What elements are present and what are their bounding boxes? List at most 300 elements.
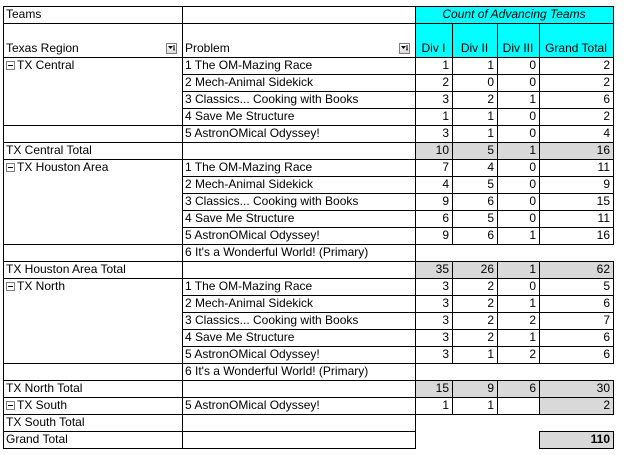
- grid-line: [613, 91, 614, 109]
- grid-line: [182, 108, 416, 109]
- grid-line: [539, 23, 540, 58]
- cell-d3: 0: [529, 58, 536, 72]
- cell-d3: [497, 363, 539, 380]
- cell-d3: 1: [529, 296, 536, 310]
- grid-line: [182, 244, 416, 245]
- row-problem-label: 2 Mech-Animal Sidekick: [185, 75, 314, 89]
- grid-line: [613, 227, 614, 245]
- cell-d1: [415, 431, 452, 448]
- cell-d2: [452, 431, 497, 448]
- grid-line: [539, 142, 540, 160]
- cell-gt: 62: [596, 262, 610, 276]
- grid-line: [452, 227, 453, 245]
- cell-d2: 1: [487, 347, 494, 361]
- row-problem-label: 3 Classics... Cooking with Books: [185, 313, 359, 327]
- grid-line: [182, 193, 416, 194]
- grid-line: [182, 414, 416, 415]
- grid-line: [539, 57, 540, 75]
- grid-line: [415, 74, 614, 75]
- cell-d3: [497, 244, 539, 261]
- cell-d1: 3: [442, 126, 449, 140]
- grid-line: [613, 74, 614, 92]
- grid-line: [3, 23, 416, 24]
- grid-line: [452, 159, 453, 177]
- grid-line: [539, 380, 540, 398]
- grid-line: [497, 91, 498, 109]
- cell-gt: 9: [603, 177, 610, 191]
- grid-line: [415, 244, 614, 245]
- cell-d2: 2: [487, 313, 494, 327]
- grid-line: [415, 414, 614, 415]
- cell-gt: [539, 414, 613, 431]
- grid-line: [415, 363, 614, 364]
- grid-line: [539, 91, 540, 109]
- row-total-label: TX Central Total: [6, 143, 92, 157]
- cell-d1: [415, 414, 452, 431]
- row-problem-label: 5 AstronOMical Odyssey!: [185, 347, 320, 361]
- grid-line: [415, 210, 614, 211]
- grid-line: [497, 312, 498, 330]
- grid-line: [452, 397, 453, 415]
- cell-d2: 1: [487, 398, 494, 412]
- grid-line: [415, 397, 614, 398]
- grid-line: [497, 193, 498, 211]
- grid-line: [539, 159, 540, 177]
- grid-line: [3, 159, 183, 160]
- cell-gt: 5: [603, 279, 610, 293]
- grid-line: [452, 23, 453, 58]
- column-header-0[interactable]: Div I: [421, 41, 446, 55]
- grid-line: [539, 193, 540, 211]
- row-problem-label: 5 AstronOMical Odyssey!: [185, 228, 320, 242]
- grid-line: [415, 295, 614, 296]
- grid-line: [613, 210, 614, 228]
- row-problem-label: 2 Mech-Animal Sidekick: [185, 177, 314, 191]
- grid-line: [415, 312, 416, 330]
- grid-line: [539, 210, 540, 228]
- grid-line: [452, 125, 453, 143]
- data-caption: Count of Advancing Teams: [442, 7, 586, 21]
- region-filter-button[interactable]: [166, 43, 177, 54]
- grid-line: [415, 346, 416, 364]
- cell-d1: 10: [435, 143, 449, 157]
- cell-gt: 16: [596, 143, 610, 157]
- cell-d1: 1: [442, 109, 449, 123]
- row-region-label[interactable]: [3, 57, 182, 74]
- grid-line: [539, 346, 540, 364]
- column-header-2[interactable]: Div III: [502, 41, 534, 55]
- grid-line: [3, 125, 183, 126]
- grid-line: [539, 125, 540, 143]
- grid-line: [182, 363, 416, 364]
- grid-line: [415, 142, 416, 160]
- grid-line: [415, 295, 416, 313]
- cell-d2: 5: [487, 211, 494, 225]
- cell-gt: 110: [590, 432, 610, 446]
- row-problem-label: 6 It's a Wonderful World! (Primary): [185, 245, 369, 259]
- grid-line: [452, 346, 453, 364]
- grid-line: [613, 312, 614, 330]
- cell-d1: 1: [442, 398, 449, 412]
- cell-d1: 3: [442, 330, 449, 344]
- grid-line: [613, 431, 614, 449]
- grid-line: [182, 312, 416, 313]
- cell-gt: 15: [596, 194, 610, 208]
- cell-d1: 2: [442, 75, 449, 89]
- grid-line: [415, 57, 416, 75]
- row-problem-label: 2 Mech-Animal Sidekick: [185, 296, 314, 310]
- grid-line: [539, 176, 540, 194]
- grid-line: [452, 74, 453, 92]
- grid-line: [613, 176, 614, 194]
- grid-line: [497, 278, 498, 296]
- grid-line: [539, 312, 540, 330]
- cell-d1: 1: [442, 58, 449, 72]
- grid-line: [497, 397, 498, 415]
- grid-line: [3, 363, 183, 364]
- row-header-region: Texas Region: [6, 41, 79, 55]
- grid-line: [497, 159, 498, 177]
- cell-gt: [539, 363, 613, 380]
- problem-filter-button[interactable]: [399, 43, 410, 54]
- grid-line: [613, 193, 614, 211]
- cell-gt: 2: [603, 75, 610, 89]
- cell-d3: [497, 414, 539, 431]
- grid-line: [539, 261, 540, 279]
- cell-gt: 6: [603, 347, 610, 361]
- grid-line: [613, 346, 614, 364]
- grid-line: [613, 142, 614, 160]
- filter-label: Teams: [6, 7, 42, 21]
- grid-line: [415, 278, 416, 296]
- grid-line: [415, 91, 416, 109]
- cell-d1: 7: [442, 160, 449, 174]
- cell-d3: 0: [529, 109, 536, 123]
- grid-line: [613, 57, 614, 75]
- grid-line: [182, 278, 416, 279]
- grid-line: [539, 329, 540, 347]
- cell-gt: 11: [597, 160, 610, 174]
- row-total-label: TX North Total: [6, 381, 83, 395]
- row-problem-label: 4 Save Me Structure: [185, 211, 295, 225]
- cell-d1: 3: [442, 296, 449, 310]
- cell-d2: 4: [487, 160, 494, 174]
- grid-line: [3, 244, 183, 245]
- cell-d1: [415, 363, 452, 380]
- cell-gt: 7: [603, 313, 610, 327]
- row-problem-label: 5 AstronOMical Odyssey!: [185, 126, 320, 140]
- cell-gt: 16: [596, 228, 610, 242]
- cell-gt: 30: [596, 381, 610, 395]
- grid-line: [415, 125, 416, 143]
- region-name: TX South: [17, 398, 68, 412]
- grid-line: [182, 176, 416, 177]
- grid-line: [497, 74, 498, 92]
- grid-line: [182, 74, 416, 75]
- grid-line: [497, 142, 498, 160]
- cell-d2: 1: [487, 58, 494, 72]
- cell-d3: 0: [529, 177, 536, 191]
- grid-line: [452, 57, 453, 75]
- cell-d2: 26: [480, 262, 494, 276]
- grid-line: [452, 295, 453, 313]
- cell-d2: 5: [487, 177, 494, 191]
- grid-line: [182, 261, 416, 262]
- grid-line: [3, 261, 183, 262]
- cell-d2: 2: [487, 279, 494, 293]
- cell-d2: [452, 414, 497, 431]
- row-problem-label: 5 AstronOMical Odyssey!: [185, 398, 320, 412]
- grid-line: [415, 23, 614, 24]
- cell-d1: 9: [442, 228, 449, 242]
- cell-gt: 2: [603, 398, 610, 412]
- grid-line: [415, 193, 614, 194]
- grid-line: [415, 227, 614, 228]
- grid-line: [3, 397, 183, 398]
- grid-line: [613, 397, 614, 415]
- grid-line: [3, 142, 183, 143]
- grid-line: [497, 23, 498, 58]
- cell-gt: 11: [597, 211, 610, 225]
- grid-line: [182, 142, 416, 143]
- grid-line: [3, 380, 183, 381]
- grid-line: [539, 448, 614, 449]
- grid-line: [539, 74, 540, 92]
- cell-d3: 1: [529, 228, 536, 242]
- collapse-minus-icon[interactable]: [6, 61, 15, 70]
- grid-line: [539, 397, 540, 415]
- grid-line: [452, 261, 453, 279]
- grid-line: [497, 125, 498, 143]
- grid-line: [452, 380, 453, 398]
- grid-line: [415, 329, 614, 330]
- row-problem-label: 3 Classics... Cooking with Books: [185, 194, 359, 208]
- cell-d1: 3: [442, 313, 449, 327]
- grid-line: [452, 312, 453, 330]
- grid-line: [3, 431, 183, 432]
- grid-line: [415, 176, 614, 177]
- grid-line: [497, 329, 498, 347]
- grid-line: [415, 380, 416, 398]
- grid-line: [415, 91, 614, 92]
- row-problem-label: 4 Save Me Structure: [185, 330, 295, 344]
- grid-line: [182, 448, 416, 449]
- grid-line: [415, 142, 614, 143]
- cell-d1: 35: [435, 262, 449, 276]
- cell-d2: 0: [487, 75, 494, 89]
- region-name: TX North: [17, 279, 66, 293]
- cell-gt: [539, 244, 613, 261]
- row-problem-label: 3 Classics... Cooking with Books: [185, 92, 359, 106]
- cell-d1: 3: [442, 92, 449, 106]
- cell-gt: 2: [603, 58, 610, 72]
- cell-d1: [415, 244, 452, 261]
- grid-line: [497, 176, 498, 194]
- grid-line: [452, 210, 453, 228]
- cell-d3: 0: [529, 211, 536, 225]
- grid-line: [613, 6, 614, 58]
- cell-d3: 0: [529, 279, 536, 293]
- grid-line: [452, 193, 453, 211]
- grid-line: [415, 227, 416, 245]
- cell-d1: 3: [442, 279, 449, 293]
- cell-d1: 15: [435, 381, 449, 395]
- collapse-minus-icon[interactable]: [6, 282, 15, 291]
- cell-d3: 0: [529, 160, 536, 174]
- grid-line: [497, 57, 498, 75]
- grid-line: [182, 431, 416, 432]
- grid-line: [3, 6, 4, 449]
- collapse-minus-icon[interactable]: [6, 401, 15, 410]
- region-name: TX Houston Area: [17, 160, 109, 174]
- grid-line: [415, 159, 416, 177]
- grid-line: [497, 346, 498, 364]
- grid-line: [613, 108, 614, 126]
- grid-line: [3, 448, 183, 449]
- grid-line: [415, 329, 416, 347]
- cell-gt: 6: [603, 296, 610, 310]
- cell-d1: 9: [442, 194, 449, 208]
- grid-line: [452, 91, 453, 109]
- grid-line: [497, 227, 498, 245]
- grid-line: [613, 159, 614, 177]
- cell-d2: [452, 363, 497, 380]
- grid-line: [182, 159, 416, 160]
- cell-d3: 0: [529, 75, 536, 89]
- grid-line: [415, 278, 614, 279]
- grid-line: [613, 329, 614, 347]
- cell-d1: 3: [442, 347, 449, 361]
- cell-gt: 6: [603, 92, 610, 106]
- cell-d3: 0: [529, 126, 536, 140]
- cell-d2: 6: [487, 194, 494, 208]
- grid-line: [497, 210, 498, 228]
- cell-d2: 2: [487, 330, 494, 344]
- grid-line: [415, 312, 614, 313]
- grid-line: [3, 414, 183, 415]
- grid-line: [415, 108, 416, 126]
- grid-line: [452, 142, 453, 160]
- grid-line: [613, 380, 614, 398]
- cell-d3: 2: [529, 347, 536, 361]
- grid-line: [415, 397, 416, 415]
- cell-d2: [452, 244, 497, 261]
- grid-line: [182, 295, 416, 296]
- grid-line: [182, 380, 416, 381]
- collapse-minus-icon[interactable]: [6, 163, 15, 172]
- grid-line: [3, 278, 183, 279]
- cell-d3: [497, 431, 539, 448]
- cell-d2: 2: [487, 296, 494, 310]
- cell-d3: 1: [529, 92, 536, 106]
- grid-line: [539, 227, 540, 245]
- grid-line: [415, 261, 614, 262]
- grid-line: [182, 329, 416, 330]
- cell-d3: 2: [529, 313, 536, 327]
- grid-line: [613, 261, 614, 279]
- grid-line: [415, 74, 416, 92]
- row-total-label: TX Houston Area Total: [6, 262, 126, 276]
- grid-line: [415, 57, 614, 58]
- row-problem-label: 1 The OM-Mazing Race: [185, 160, 313, 174]
- row-problem-label: 1 The OM-Mazing Race: [185, 58, 313, 72]
- cell-gt: 2: [603, 109, 610, 123]
- grid-line: [452, 278, 453, 296]
- grid-line: [415, 346, 614, 347]
- row-total-label: Grand Total: [6, 432, 68, 446]
- cell-d1: 4: [442, 177, 449, 191]
- cell-d3: 0: [529, 194, 536, 208]
- cell-gt: 4: [603, 126, 610, 140]
- grid-line: [415, 108, 614, 109]
- grid-line: [415, 210, 416, 228]
- row-region-label[interactable]: [3, 278, 182, 295]
- grid-line: [452, 108, 453, 126]
- grid-line: [497, 295, 498, 313]
- grid-line: [415, 159, 614, 160]
- grid-line: [539, 295, 540, 313]
- grid-line: [415, 261, 416, 279]
- grid-line: [613, 125, 614, 143]
- grid-line: [182, 346, 416, 347]
- grid-line: [415, 176, 416, 194]
- grid-line: [415, 380, 614, 381]
- grid-line: [3, 6, 614, 7]
- grid-line: [497, 108, 498, 126]
- row-region-label[interactable]: [3, 159, 182, 176]
- grid-line: [182, 397, 416, 398]
- grid-line: [452, 176, 453, 194]
- grid-line: [613, 295, 614, 313]
- cell-d2: 1: [487, 109, 494, 123]
- row-total-label: TX South Total: [6, 415, 85, 429]
- grid-line: [182, 210, 416, 211]
- cell-d2: 5: [487, 143, 494, 157]
- column-header-3[interactable]: Grand Total: [545, 41, 607, 55]
- cell-d3: 6: [529, 381, 536, 395]
- row-region-label[interactable]: [3, 397, 182, 414]
- cell-d2: 2: [487, 92, 494, 106]
- grid-line: [452, 329, 453, 347]
- filter-dropdown-icon: [167, 44, 176, 53]
- grid-line: [182, 125, 416, 126]
- region-name: TX Central: [17, 58, 75, 72]
- grid-line: [539, 108, 540, 126]
- cell-d3: [497, 397, 539, 414]
- grid-line: [497, 380, 498, 398]
- cell-d2: 6: [487, 228, 494, 242]
- cell-d3: 1: [529, 330, 536, 344]
- grid-line: [182, 91, 416, 92]
- cell-gt: 6: [603, 330, 610, 344]
- cell-d3: 1: [529, 143, 536, 157]
- grid-line: [613, 278, 614, 296]
- grid-line: [415, 193, 416, 211]
- row-problem-label: 4 Save Me Structure: [185, 109, 295, 123]
- row-problem-label: 1 The OM-Mazing Race: [185, 279, 313, 293]
- cell-d2: 1: [487, 126, 494, 140]
- cell-d2: 9: [487, 381, 494, 395]
- filter-dropdown-icon: [400, 44, 409, 53]
- column-header-1[interactable]: Div II: [460, 41, 489, 55]
- grid-line: [539, 431, 540, 449]
- cell-d1: 6: [442, 211, 449, 225]
- cell-d3: 1: [529, 262, 536, 276]
- grid-line: [539, 278, 540, 296]
- grid-line: [415, 125, 614, 126]
- grid-line: [182, 227, 416, 228]
- row-problem-label: 6 It's a Wonderful World! (Primary): [185, 364, 369, 378]
